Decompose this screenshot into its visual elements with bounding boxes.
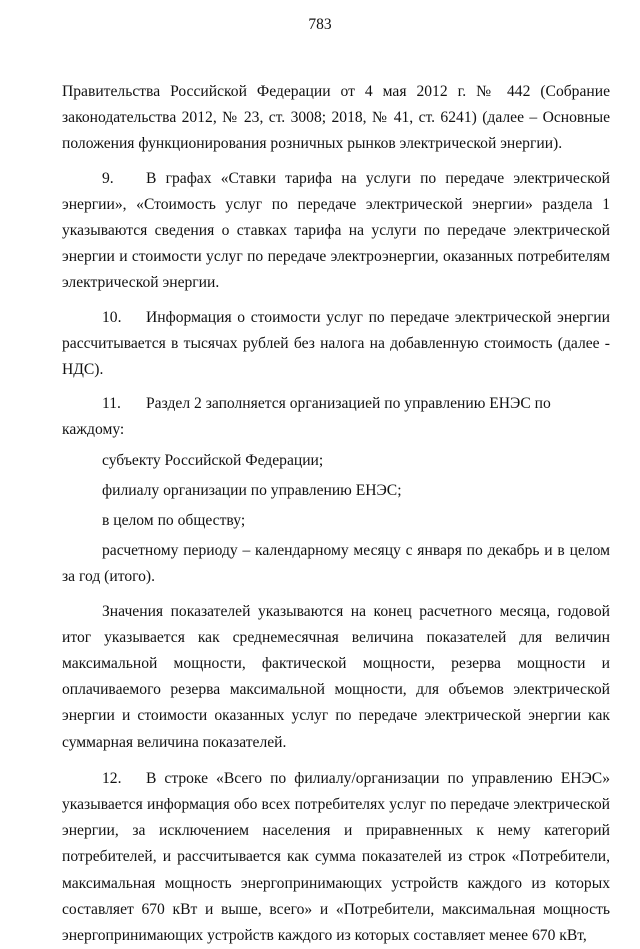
list-item: субъекту Российской Федерации; xyxy=(102,451,324,469)
paragraph-10-text: Информация о стоимости услуг по передаче электрической энергии рассчитывается в тысячах рублей без налога на добавленную стоимость (далее - НДС). xyxy=(62,308,610,379)
paragraph-12-text: В строке «Всего по филиалу/организации по управлению ЕНЭС» указывается информация обо всех потребителях услуг по передаче электрической энергии, за исключением населения и приравненных к нему категорий потребителей, и рассчитывается как сумма показателей из строк «Потребители, максимальная мощность энергопринимающих устройств каждого из которых составляет 670 кВт и выше, всего» и «Потребители, максимальная мощность энергопринимающих устройств каждого из которых составляет менее 670 кВт, xyxy=(62,769,610,945)
paragraph-9 xyxy=(62,166,610,297)
paragraph-12 xyxy=(62,766,610,949)
paragraph-11-text: Раздел 2 заполняется организацией по управлению ЕНЭС по каждому: xyxy=(62,395,551,439)
document-body xyxy=(62,79,610,949)
paragraph-9-number: 9. xyxy=(102,169,114,187)
paragraph-continuation: Правительства Российской Федерации от 4 мая 2012 г. № 442 (Собрание законодательства 2012, № 23, ст. 3008; 2018, № 41, ст. 6241) (далее – Основные положения функционирования розничных рынков электрической энергии). xyxy=(62,83,610,153)
paragraph-12-number: 12. xyxy=(102,769,122,787)
page-number: 783 xyxy=(308,16,332,33)
paragraph-11-number: 11. xyxy=(102,395,121,413)
paragraph-11 xyxy=(62,391,610,443)
paragraph-9-text: В графах «Ставки тарифа на услуги по передаче электрической энергии», «Стоимость услуг по передаче электрической энергии» раздела 1 указываются сведения о ставках тарифа на услуги по передаче электрической энергии и стоимости услуг по передаче электроэнергии, оказанных потребителям электрической энергии. xyxy=(62,169,610,292)
list-item: филиалу организации по управлению ЕНЭС; xyxy=(102,481,402,499)
paragraph-values: Значения показателей указываются на конец расчетного месяца, годовой итог указывается как среднемесячная величина показателей для величин максимальной мощности, фактической мощности, резерва мощности и оплачиваемого резерва максимальной мощности, для объемов электрической энергии и стоимости оказанных услуг по передаче электрической энергии как суммарная величина показателей. xyxy=(62,602,610,751)
paragraph-10-number: 10. xyxy=(102,308,122,326)
list-item: в целом по обществу; xyxy=(102,512,246,530)
paragraph-10 xyxy=(62,305,610,384)
list-item: расчетному периоду – календарному месяцу с января по декабрь и в целом за год (итого). xyxy=(62,542,610,586)
